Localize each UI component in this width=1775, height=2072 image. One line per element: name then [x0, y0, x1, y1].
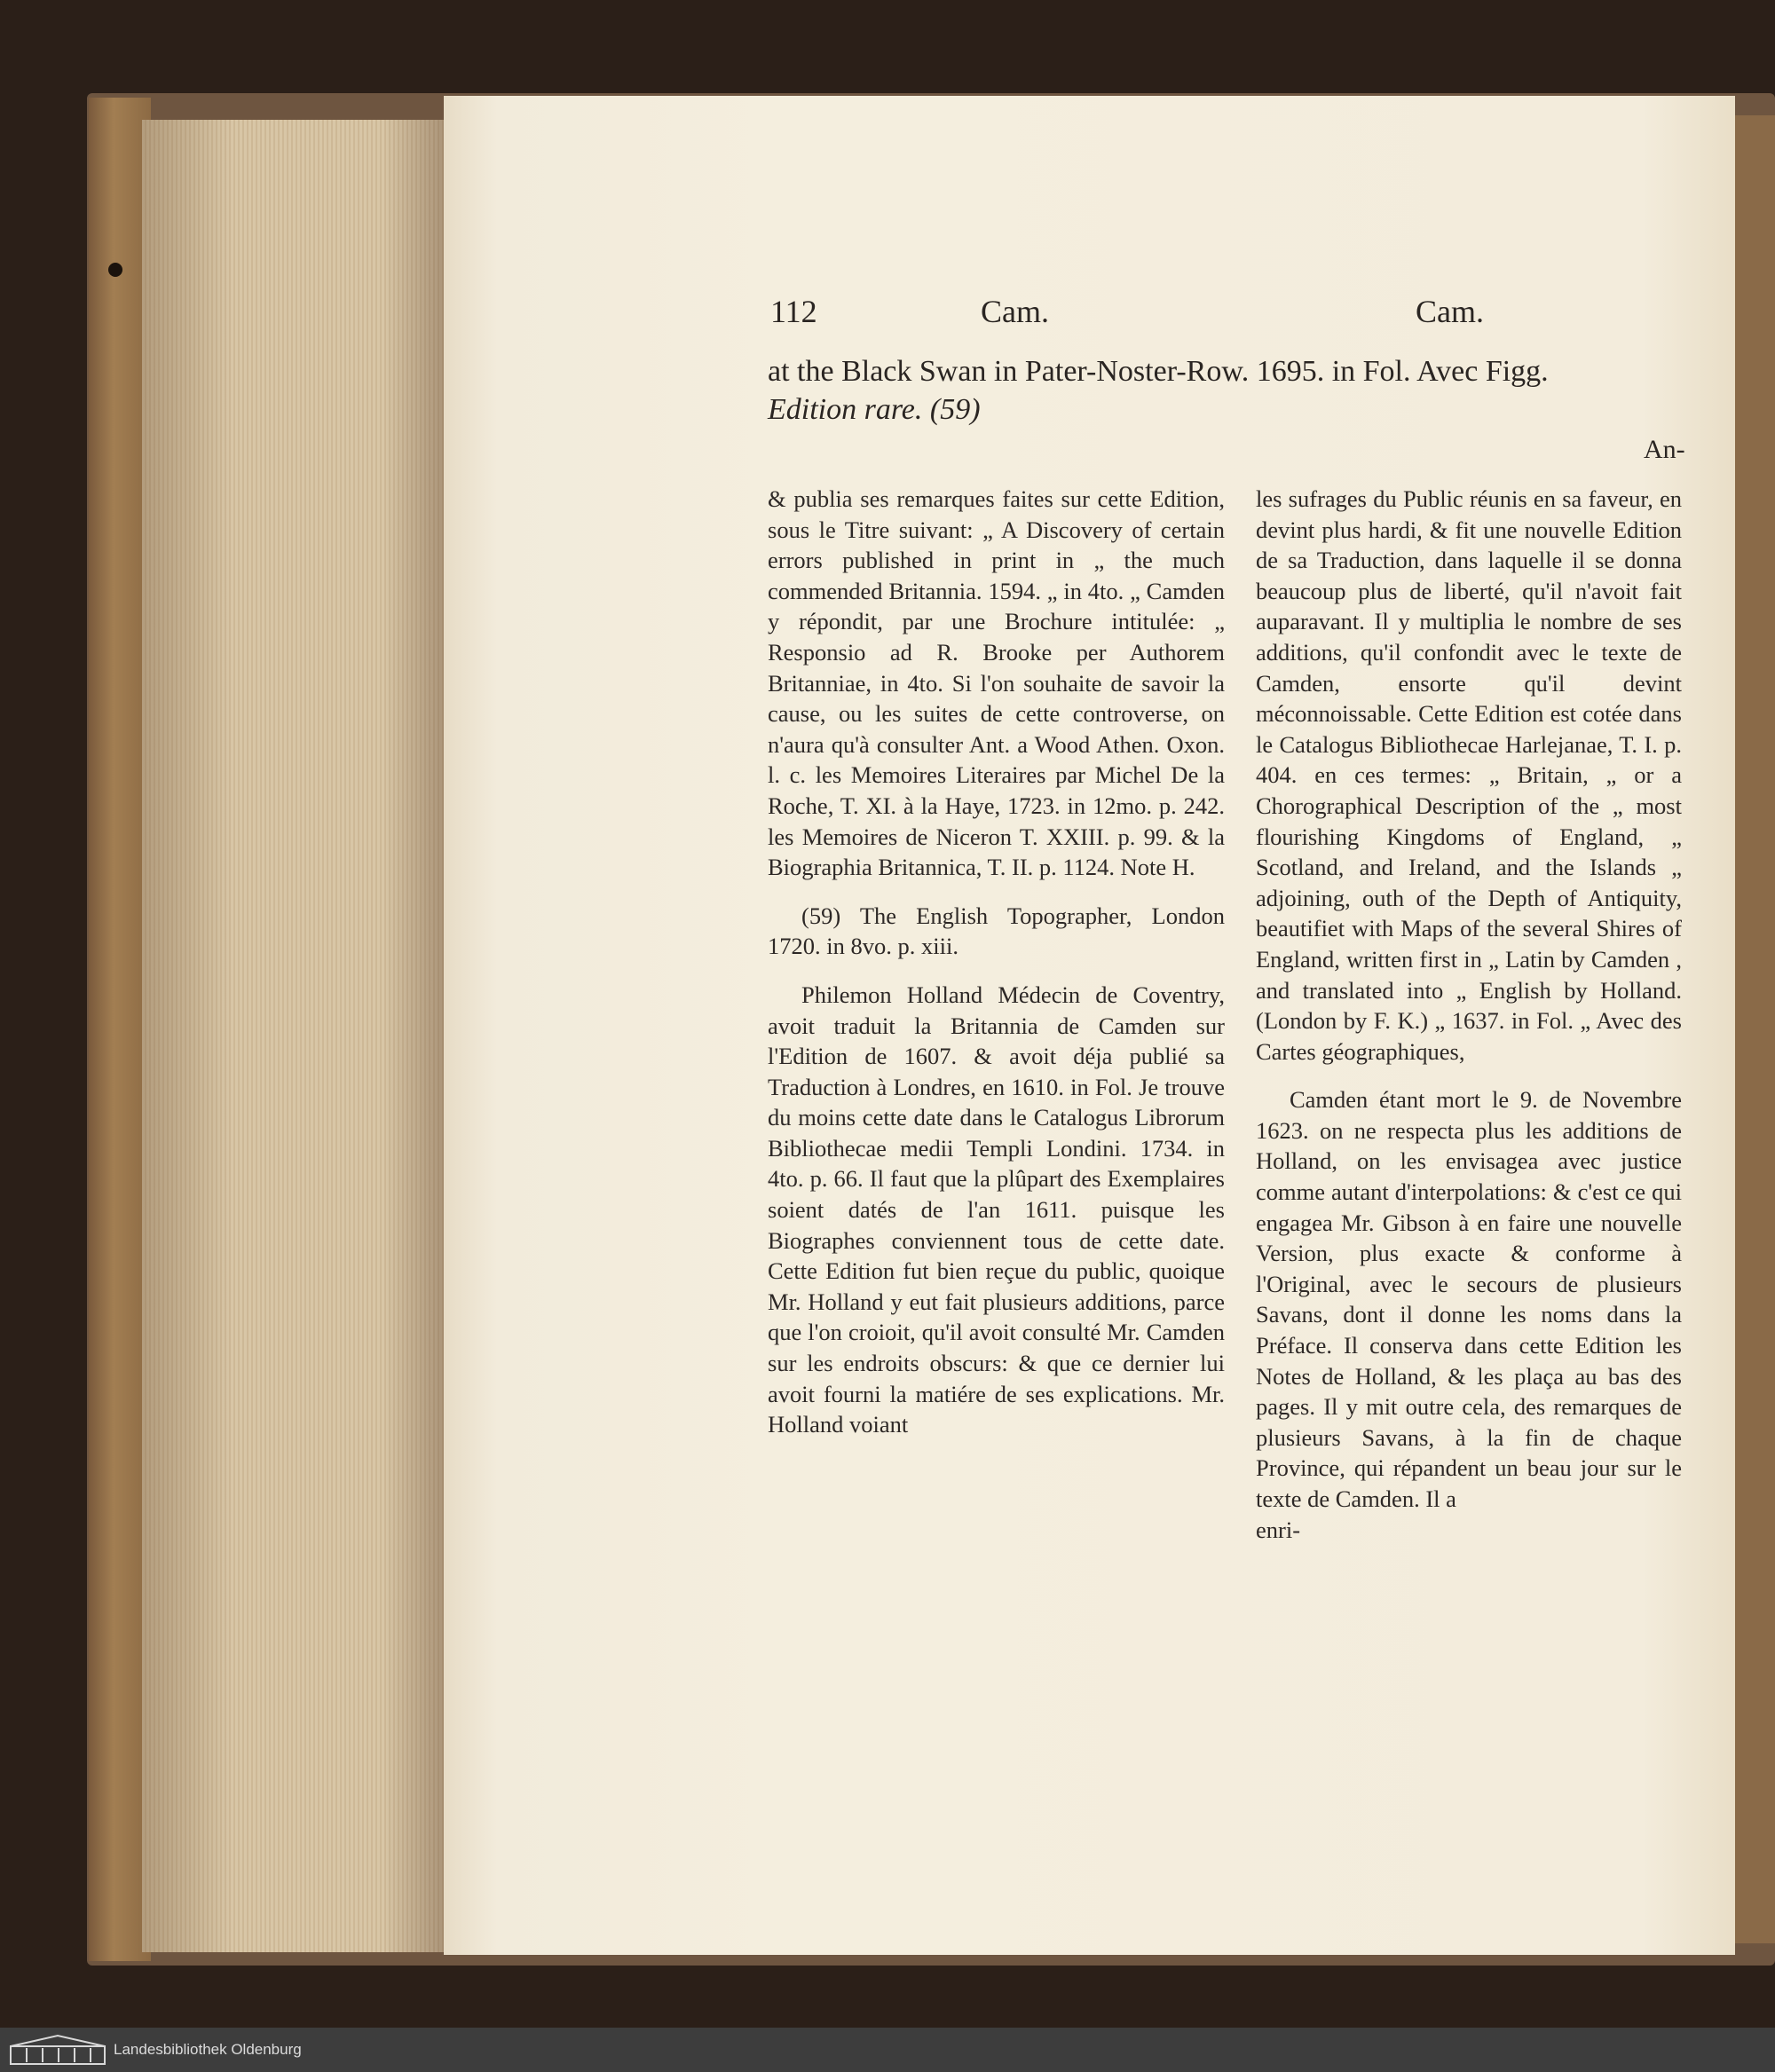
top-line-2: Edition rare. (59): [768, 393, 981, 426]
right-column: [1256, 484, 1682, 1545]
right-paragraph-2: Camden étant mort le 9. de Novembre 1623. on ne respecta plus les additions de Holland, on les envisagea avec justice comme autant d'interpolations: & c'est ce qui engagea Mr. Gibson à en faire une nouvelle Version, plus exacte & conforme à l'Original, avec le secours de plusieurs Savans, dont il donne les noms dans la Préface. Il conserva dans cette Edition les Notes de Holland, & les plaça au bas des pages. Il y mit outre cela, des remarques de plusieurs Savans, à la fin de chaque Province, qui répandent un beau jour sur le texte de Camden. Il a: [1256, 1086, 1682, 1512]
running-title-right: Cam.: [1416, 294, 1484, 329]
page-number: 112: [770, 294, 817, 329]
library-building-icon: [9, 2034, 106, 2066]
left-paragraph-3: Philemon Holland Médecin de Coventry, avoit traduit la Britannia de Camden sur l'Edition de 1607. & avoit déja publié sa Traduction à Londres, en 1610. in Fol. Je trouve du moins cette date dans le Catalogus Librorum Bibliothecae medii Templi Londini. 1734. in 4to. p. 66. Il faut que la plûpart des Exemplaires soient datés de l'an 1611. puisque les Biographes conviennent tous de cette date. Cette Edition fut bien reçue du public, quoique Mr. Holland y eut fait plusieurs additions, parce que l'on croioit, qu'il avoit consulté Mr. Camden sur les endroits obscurs: & que ce dernier lui avoit fourni la matiére de ses explications. Mr. Holland voiant: [768, 981, 1225, 1438]
left-column: [768, 484, 1225, 1440]
right-catchword: enri-: [1256, 1516, 1301, 1543]
top-line-1: at the Black Swan in Pater-Noster-Row. 1695. in Fol. Avec Figg.: [768, 355, 1549, 388]
left-paragraph-1: & publia ses remarques faites sur cette Edition, sous le Titre suivant: „ A Discovery of certain errors published in print in „ the much commended Britannia. 1594. „ in 4to. „ Camden y répondit, par une Brochure intitulée: „ Responsio ad R. Brooke per Authorem Britanniae, in 4to. Si l'on souhaite de savoir la cause, ou les suites de cette controverse, on n'aura qu'à consulter Ant. a Wood Athen. Oxon. l. c. les Memoires Literaires par Michel De la Roche, T. XI. à la Haye, 1723. in 12mo. p. 242. les Memoires de Niceron T. XXIII. p. 99. & la Biographia Britannica, T. II. p. 1124. Note H.: [768, 485, 1225, 881]
right-paragraph-1: les sufrages du Public réunis en sa faveur, en devint plus hardi, & fit une nouvelle Edition de sa Traduction, dans laquelle il se donna beaucoup plus de liberté, qu'il n'avoit fait auparavant. Il y multiplia le nombre de ses additions, qu'il confondit avec le texte de Camden, ensorte qu'il devint méconnoissable. Cette Edition est cotée dans le Catalogus Bibliothecae Harlejanae, T. I. p. 404. en ces termes: „ Britain, „ or a Chorographical Description of the „ most flourishing Kingdoms of England, „ Scotland, and Ireland, and the Islands „ adjoining, outh of the Depth of Antiquity, beautifiet with Maps of the several Shires of England, written first in „ Latin by Camden , and translated into „ English by Holland. (London by F. K.) „ 1637. in Fol. „ Avec des Cartes géographiques,: [1256, 485, 1682, 1065]
top-catchword: An-: [1644, 435, 1685, 464]
binding-hole: [108, 263, 122, 277]
footer-bar: [0, 2028, 1775, 2072]
left-paragraph-2: (59) The English Topographer, London 1720. in 8vo. p. xiii.: [768, 902, 1225, 960]
running-title-left: Cam.: [981, 294, 1049, 329]
facing-page-edge: [1735, 115, 1775, 1943]
library-name: Landesbibliothek Oldenburg: [114, 2041, 302, 2058]
